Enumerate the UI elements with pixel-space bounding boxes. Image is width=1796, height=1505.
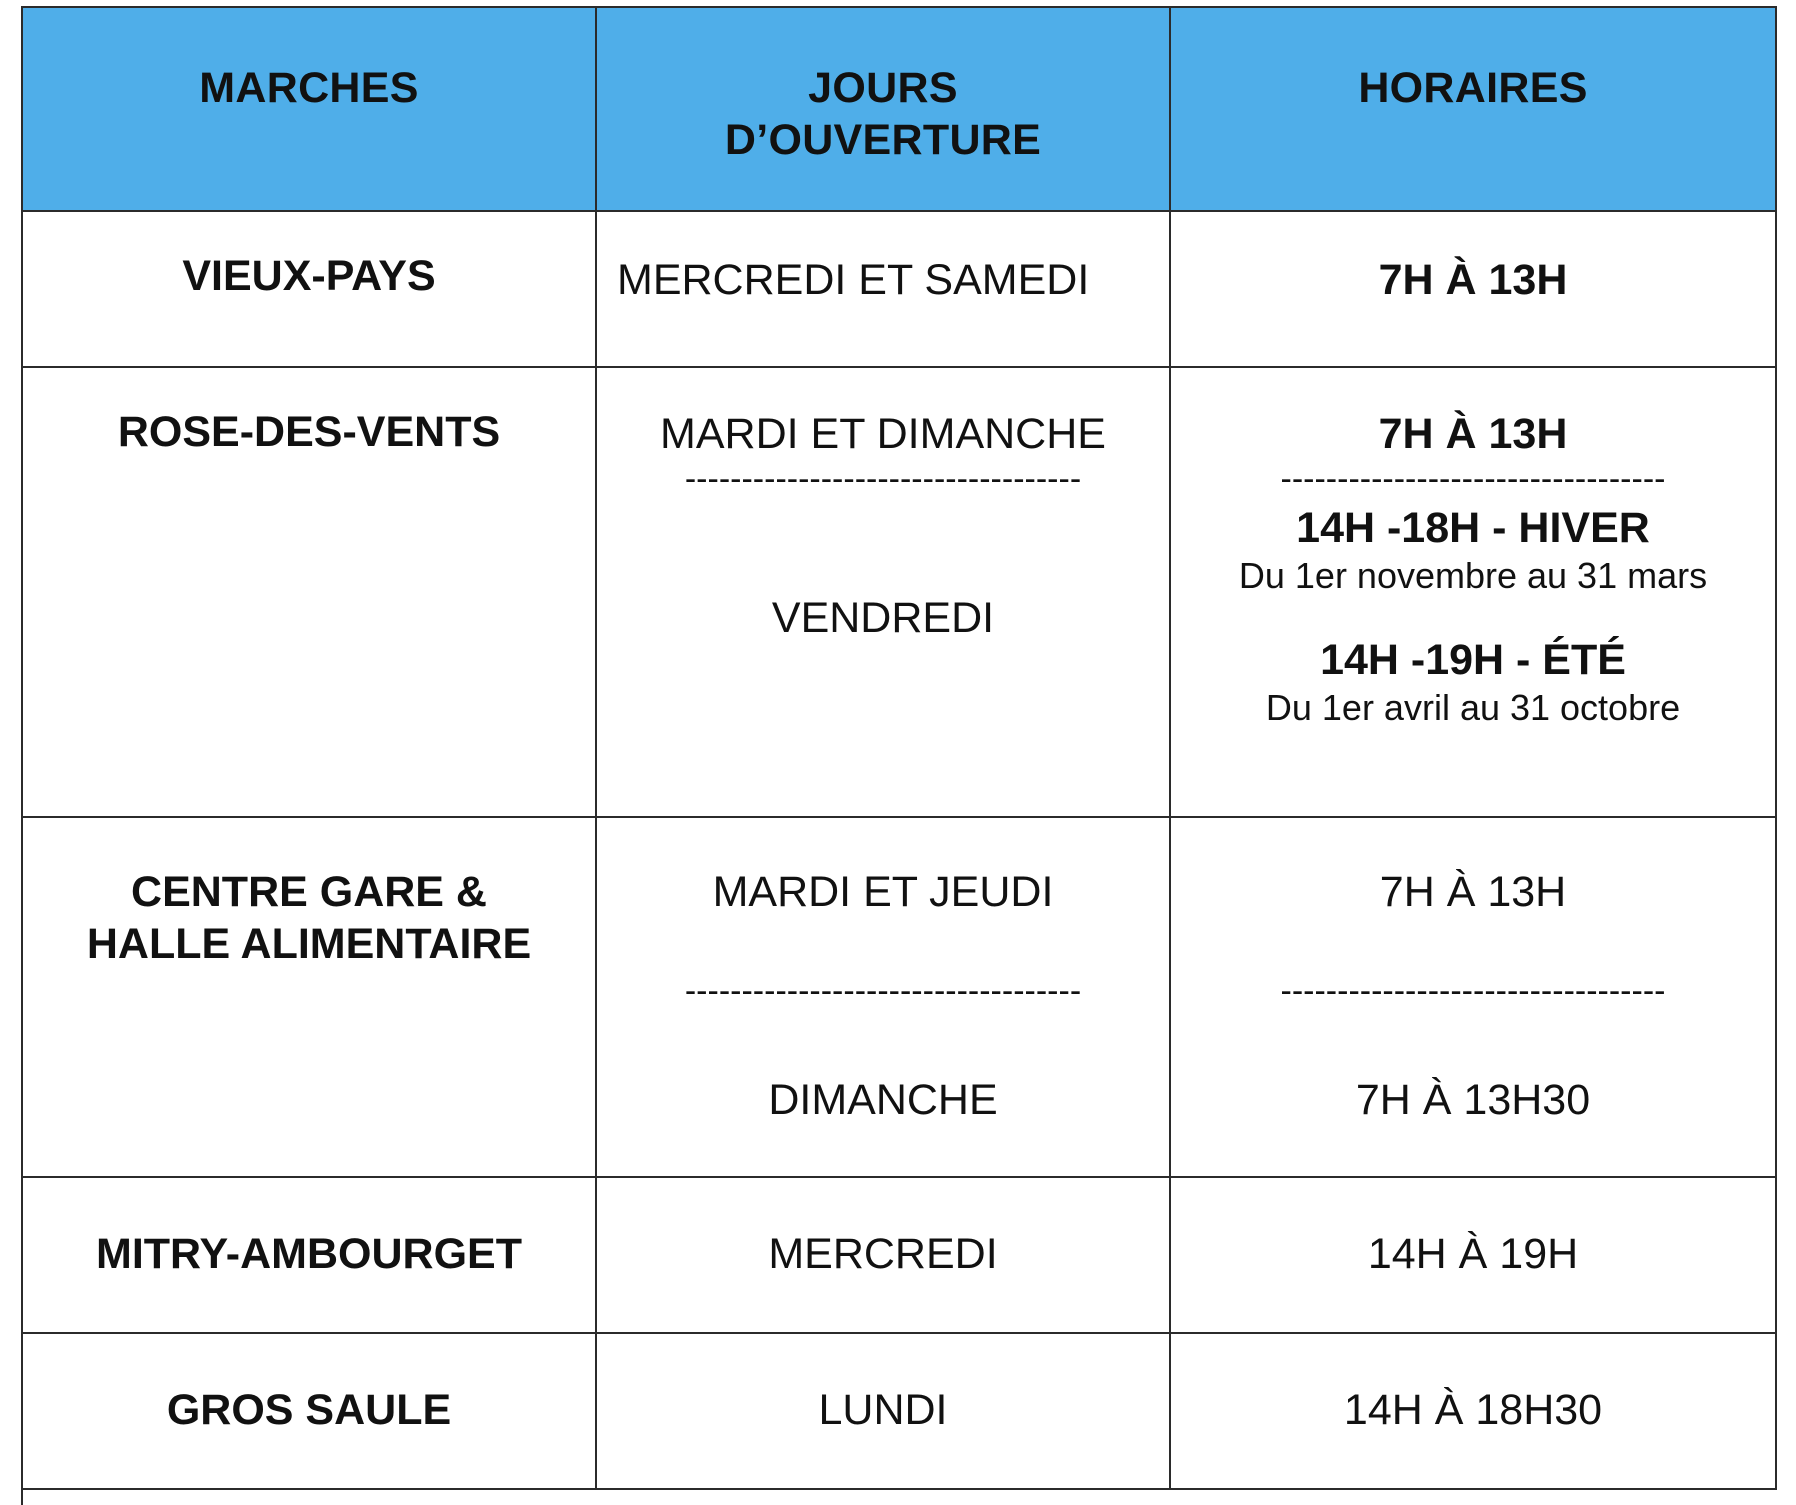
cell-days — [596, 1333, 1170, 1489]
header-horaires-label: HORAIRES — [1358, 64, 1588, 112]
header-jours-line2: D’OUVERTURE — [724, 116, 1042, 164]
header-horaires — [1170, 7, 1776, 211]
cell-market-name — [22, 367, 596, 817]
summer-hours-title: 14H -19H - ÉTÉ — [1320, 636, 1626, 684]
table-row-mitry-ambourget — [22, 1177, 1776, 1333]
days-separator: ----------------------------------- — [684, 974, 1082, 1008]
header-jours-wrap — [597, 8, 1169, 166]
table-row-rose-des-vents — [22, 367, 1776, 817]
hours-text: 14H À 18H30 — [1343, 1386, 1603, 1434]
header-jours-line1: JOURS — [808, 64, 958, 112]
cell-market-name — [22, 1177, 596, 1333]
table-continuation-border — [21, 1480, 23, 1505]
table-row-gros-saule — [22, 1333, 1776, 1489]
table-row-centre-gare — [22, 817, 1776, 1177]
header-marches-label: MARCHES — [199, 64, 419, 112]
markets-schedule-table — [21, 6, 1777, 1490]
header-row — [22, 7, 1776, 211]
header-jours — [596, 7, 1170, 211]
cell-days — [596, 817, 1170, 1177]
hours-text: 14H À 19H — [1367, 1230, 1579, 1278]
market-name: MITRY-AMBOURGET — [96, 1230, 522, 1278]
hours-text-2: 7H À 13H30 — [1355, 1076, 1591, 1124]
market-name-line2: HALLE ALIMENTAIRE — [86, 920, 532, 968]
market-name: GROS SAULE — [166, 1386, 452, 1434]
table-row-vieux-pays — [22, 211, 1776, 367]
market-name: ROSE-DES-VENTS — [117, 408, 501, 456]
market-name-line1: CENTRE GARE & — [131, 868, 487, 916]
cell-hours — [1170, 1177, 1776, 1333]
cell-hours — [1170, 367, 1776, 817]
days-text-2: DIMANCHE — [768, 1076, 998, 1124]
cell-market-name — [22, 817, 596, 1177]
winter-dates: Du 1er novembre au 31 mars — [1238, 555, 1708, 596]
days-text: MERCREDI ET SAMEDI — [617, 256, 1090, 304]
header-marches — [22, 7, 596, 211]
cell-hours — [1170, 211, 1776, 367]
days-separator: ----------------------------------- — [684, 462, 1082, 496]
hours-text-1: 7H À 13H — [1378, 410, 1568, 458]
days-text-1: MARDI ET JEUDI — [712, 868, 1054, 916]
hours-separator: ---------------------------------- — [1280, 974, 1666, 1008]
cell-market-name — [22, 211, 596, 367]
cell-hours — [1170, 1333, 1776, 1489]
days-text-1: MARDI ET DIMANCHE — [660, 410, 1106, 458]
market-name: VIEUX-PAYS — [182, 252, 436, 300]
days-text: MERCREDI — [768, 1230, 998, 1278]
cell-days — [596, 211, 1170, 367]
cell-hours — [1170, 817, 1776, 1177]
summer-dates: Du 1er avril au 31 octobre — [1265, 687, 1681, 728]
hours-text-1: 7H À 13H — [1379, 868, 1567, 916]
days-text: LUNDI — [818, 1386, 948, 1434]
cell-market-name — [22, 1333, 596, 1489]
cell-days — [596, 1177, 1170, 1333]
cell-days — [596, 367, 1170, 817]
hours-text: 7H À 13H — [1378, 256, 1568, 304]
days-text-2: VENDREDI — [771, 594, 995, 642]
hours-separator: ---------------------------------- — [1280, 462, 1666, 496]
winter-hours-title: 14H -18H - HIVER — [1296, 504, 1650, 552]
